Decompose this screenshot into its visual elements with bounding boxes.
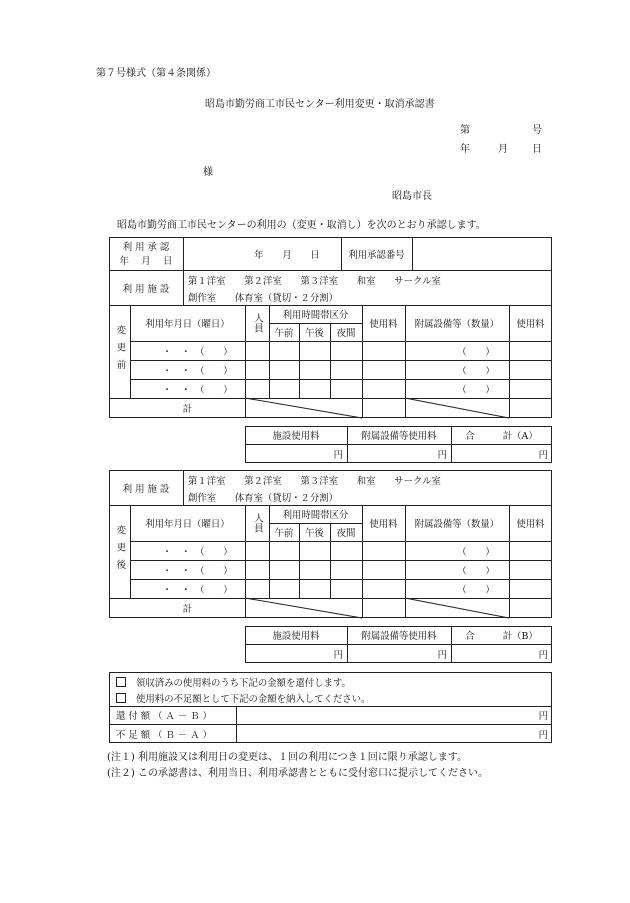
table-row-qty[interactable]: （ ） <box>457 565 495 577</box>
facility-options-line1[interactable]: 第１洋室 第２洋室 第３洋室 和室 サークル室 <box>188 476 441 487</box>
slot-night-after: 夜間 <box>336 528 356 539</box>
approval-date-label: 利 用 承 認 <box>122 242 170 253</box>
table-row-date[interactable]: ・ ・ （ ） <box>162 546 233 558</box>
issuer: 昭島市長 <box>392 191 432 202</box>
date-header-before: 利用年月日（曜日） <box>145 319 230 330</box>
issue-day: 日 <box>532 144 542 155</box>
refund-amount-value[interactable]: 円 <box>538 711 548 722</box>
equipment-fee-label-b: 附属設備等使用料 <box>361 631 437 642</box>
equipment-fee-value-a[interactable]: 円 <box>437 449 447 461</box>
slot-morning-before: 午前 <box>274 328 294 339</box>
date-header-after: 利用年月日（曜日） <box>145 519 230 530</box>
note-2: (注２) この承認書は、利用当日、利用承認書とともに受付窓口に提示してください。 <box>107 768 488 779</box>
time-header-after: 利用時間帯区分 <box>282 510 349 521</box>
number-prefix: 第 <box>460 125 470 136</box>
equipment-header-after: 附属設備等（数量） <box>414 519 500 530</box>
before-side-label: 変更前 <box>114 325 126 378</box>
approval-date-label-2: 年 月 日 <box>119 256 173 267</box>
facility-fee-value-a[interactable]: 円 <box>333 449 343 461</box>
shortfall-option-text: 使用料の不足額として下記の金額を納入してください。 <box>136 694 371 705</box>
diagonal-strike <box>405 398 509 418</box>
people-header-before: 人員 <box>252 312 263 334</box>
total-value-b[interactable]: 円 <box>538 649 548 661</box>
issue-month: 月 <box>498 144 508 155</box>
table-row-qty[interactable]: （ ） <box>457 346 495 358</box>
slot-afternoon-after: 午後 <box>305 528 324 539</box>
facility-options-line1[interactable]: 第１洋室 第２洋室 第３洋室 和室 サークル室 <box>188 276 441 287</box>
fee-header-after: 使用料 <box>369 519 398 530</box>
table-row-qty[interactable]: （ ） <box>457 365 495 377</box>
equipment-fee-header-before: 使用料 <box>516 319 545 330</box>
fee-header-before: 使用料 <box>369 319 398 330</box>
after-side-label: 変更後 <box>114 525 126 578</box>
slot-night-before: 夜間 <box>336 328 356 339</box>
checkbox-icon[interactable] <box>116 677 126 687</box>
facility-fee-value-b[interactable]: 円 <box>333 649 343 661</box>
facility-options-line2[interactable]: 創作室 体育室（貸切・２分割） <box>188 493 339 504</box>
equipment-fee-header-after: 使用料 <box>516 519 545 530</box>
form-number: 第７号様式（第４条関係） <box>96 68 216 79</box>
total-label-b: 合 計（B） <box>465 631 538 642</box>
intro-text: 昭島市勤労商工市民センターの利用の（変更・取消し）を次のとおり承認します。 <box>117 220 486 231</box>
facility-fee-label-a: 施設使用料 <box>272 431 320 442</box>
table-row-date[interactable]: ・ ・ （ ） <box>162 565 233 577</box>
total-label-before: 計 <box>182 404 193 415</box>
equipment-fee-label-a: 附属設備等使用料 <box>361 431 437 442</box>
slot-afternoon-before: 午後 <box>305 328 324 339</box>
addressee-suffix: 様 <box>203 167 213 178</box>
equipment-header-before: 附属設備等（数量） <box>414 319 500 330</box>
shortfall-option[interactable] <box>116 690 370 706</box>
table-row-qty[interactable]: （ ） <box>457 584 495 596</box>
facility-options-line2[interactable]: 創作室 体育室（貸切・２分割） <box>188 293 339 304</box>
approval-number-label: 利用承認番号 <box>348 250 405 261</box>
shortfall-amount-value[interactable]: 円 <box>538 729 548 741</box>
table-row-date[interactable]: ・ ・ （ ） <box>162 346 233 358</box>
equipment-fee-value-b[interactable]: 円 <box>437 649 447 661</box>
facility-label-after: 利 用 施 設 <box>122 484 170 495</box>
diagonal-strike <box>405 598 509 618</box>
refund-option-text: 領収済みの使用料のうち下記の金額を還付します。 <box>136 678 351 689</box>
table-row-qty[interactable]: （ ） <box>457 546 495 558</box>
total-label-a: 合 計（A） <box>465 431 538 442</box>
time-header-before: 利用時間帯区分 <box>282 310 349 321</box>
facility-label-before: 利 用 施 設 <box>122 284 170 295</box>
total-label-after: 計 <box>182 604 193 615</box>
table-row-date[interactable]: ・ ・ （ ） <box>162 584 233 596</box>
issue-year: 年 <box>460 144 470 155</box>
refund-option[interactable] <box>116 674 351 690</box>
people-header-after: 人員 <box>252 512 263 534</box>
diagonal-strike <box>245 598 362 618</box>
page-title: 昭島市勤労商工市民センター利用変更・取消承認書 <box>205 99 435 110</box>
shortfall-amount-label: 不 足 額 （ Ｂ － Ａ ） <box>116 729 212 741</box>
facility-fee-label-b: 施設使用料 <box>272 631 320 642</box>
table-row-date[interactable]: ・ ・ （ ） <box>162 384 233 396</box>
slot-morning-after: 午前 <box>274 528 294 539</box>
diagonal-strike <box>245 398 362 418</box>
table-row-qty[interactable]: （ ） <box>457 384 495 396</box>
note-1: (注１) 利用施設又は利用日の変更は、１回の利用につき１回に限り承認します。 <box>107 752 467 763</box>
refund-amount-label: 還 付 額 （ Ａ － Ｂ ） <box>116 711 212 722</box>
approval-date-field[interactable]: 年 月 日 <box>254 250 320 261</box>
total-value-a[interactable]: 円 <box>538 449 548 461</box>
checkbox-icon[interactable] <box>116 693 126 703</box>
table-row-date[interactable]: ・ ・ （ ） <box>162 365 233 377</box>
number-suffix: 号 <box>532 125 542 136</box>
approval-number-field[interactable] <box>413 238 551 270</box>
